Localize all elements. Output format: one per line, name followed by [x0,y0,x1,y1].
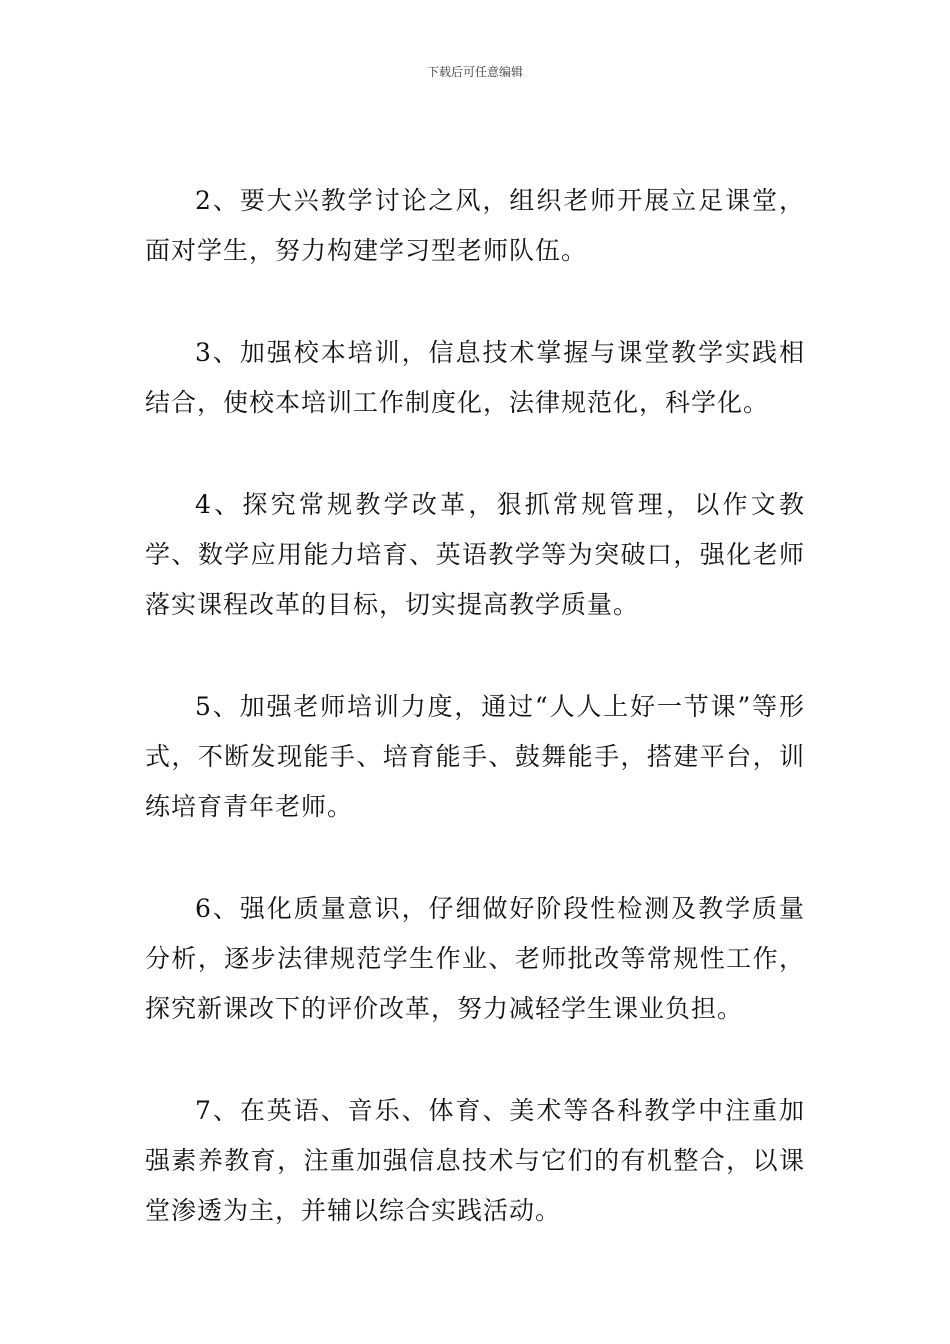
paragraph-item-2: 2、要大兴教学讨论之风，组织老师开展立足课堂，面对学生，努力构建学习型老师队伍。 [145,186,805,265]
document-body [145,176,805,1288]
paragraph-item-5: 5、加强老师培训力度，通过“人人上好一节课”等形式，不断发现能手、培育能手、鼓舞能手，搭建平台，训练培育青年老师。 [145,692,805,821]
paragraph-item-3: 3、加强校本培训，信息技术掌握与课堂教学实践相结合，使校本培训工作制度化，法律规范化，科学化。 [145,338,805,417]
paragraph-item-7: 7、在英语、音乐、体育、美术等各科教学中注重加强素养教育，注重加强信息技术与它们的有机整合，以课堂渗透为主，并辅以综合实践活动。 [145,1096,805,1225]
page-header: 下载后可任意编辑 [426,65,523,79]
paragraph-item-4: 4、探究常规教学改革，狠抓常规管理，以作文教学、数学应用能力培育、英语教学等为突破口，强化老师落实课程改革的目标，切实提高教学质量。 [145,490,805,619]
paragraph-item-6: 6、强化质量意识，仔细做好阶段性检测及教学质量分析，逐步法律规范学生作业、老师批改等常规性工作，探究新课改下的评价改革，努力减轻学生课业负担。 [145,894,805,1023]
